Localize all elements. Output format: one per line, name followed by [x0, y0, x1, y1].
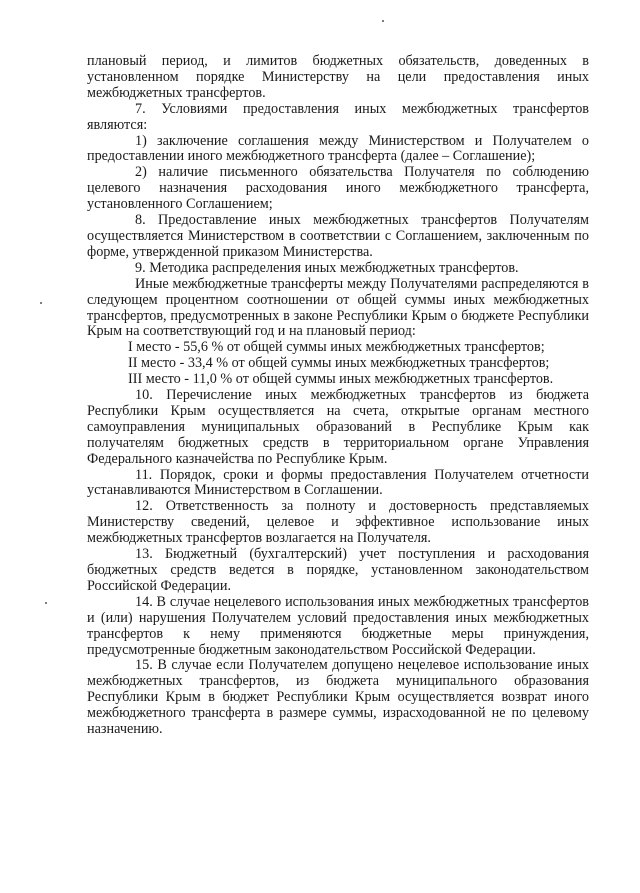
- paragraph-10: 10. Перечисление иных межбюджетных трансфертов из бюджета Республики Крым осуществляется на счета, открытые органам местного самоуправления муниципальных образований в Республике Крым как получателям бюджетных средств в территориальном органе Управления Федерального казначейства по Республике Крым.: [87, 387, 589, 467]
- paragraph-13: 13. Бюджетный (бухгалтерский) учет поступления и расходования бюджетных средств ведется в порядке, установленном законодательством Российской Федерации.: [87, 546, 589, 594]
- document-page: [87, 54, 589, 738]
- place-2: II место - 33,4 % от общей суммы иных межбюджетных трансфертов;: [128, 355, 550, 372]
- paragraph-7-item-1: 1) заключение соглашения между Министерством и Получателем о предоставлении иного межбюджетного трансферта (далее – Соглашение);: [87, 132, 589, 165]
- paragraph-12: 12. Ответственность за полноту и достоверность представляемых Министерству сведений, целевое и эффективное использование иных межбюджетных трансфертов возлагается на Получателя.: [87, 498, 589, 547]
- scan-speck: [382, 20, 384, 22]
- place-1: I место - 55,6 % от общей суммы иных межбюджетных трансфертов;: [128, 339, 545, 356]
- place-3: III место - 11,0 % от общей суммы иных межбюджетных трансфертов.: [128, 371, 554, 388]
- paragraph-9-text: Иные межбюджетные трансферты между Получателями распределяются в следующем процентном соотношении от общей суммы иных межбюджетных трансфертов, предусмотренных в законе Республики Крым о бюджете Республики Крым на соответствующий год и на плановый период:: [87, 275, 589, 340]
- scan-speck: [45, 602, 47, 604]
- scan-speck: [40, 302, 42, 304]
- paragraph-15: 15. В случае если Получателем допущено нецелевое использование иных межбюджетных трансфертов, из бюджета муниципального образования Республики Крым в бюджет Республики Крым осуществляется возврат иного межбюджетного трансферта в размере суммы, израсходованной не по целевому назначению.: [87, 657, 589, 738]
- paragraph-14: 14. В случае нецелевого использования иных межбюджетных трансфертов и (или) нарушения Получателем условий предоставления иных межбюджетных трансфертов к нему применяются бюджетные меры принуждения, предусмотренные бюджетным законодательством Российской Федерации.: [87, 593, 589, 658]
- continuation-paragraph: плановый период, и лимитов бюджетных обязательств, доведенных в установленном порядке Министерству на цели предоставления иных межбюджетных трансфертов.: [87, 53, 589, 101]
- paragraph-7: 7. Условиями предоставления иных межбюджетных трансфертов являются:: [87, 100, 589, 133]
- paragraph-7-item-2: 2) наличие письменного обязательства Получателя по соблюдению целевого назначения расходования иного межбюджетного трансферта, установленного Соглашением;: [87, 164, 589, 213]
- paragraph-8: 8. Предоставление иных межбюджетных трансфертов Получателям осуществляется Министерством в соответствии с Соглашением, заключенным по форме, утвержденной приказом Министерства.: [87, 212, 589, 260]
- paragraph-9: 9. Методика распределения иных межбюджетных трансфертов.: [135, 259, 519, 276]
- paragraph-11: 11. Порядок, сроки и формы предоставления Получателем отчетности устанавливаются Министерством в Соглашении.: [87, 466, 589, 499]
